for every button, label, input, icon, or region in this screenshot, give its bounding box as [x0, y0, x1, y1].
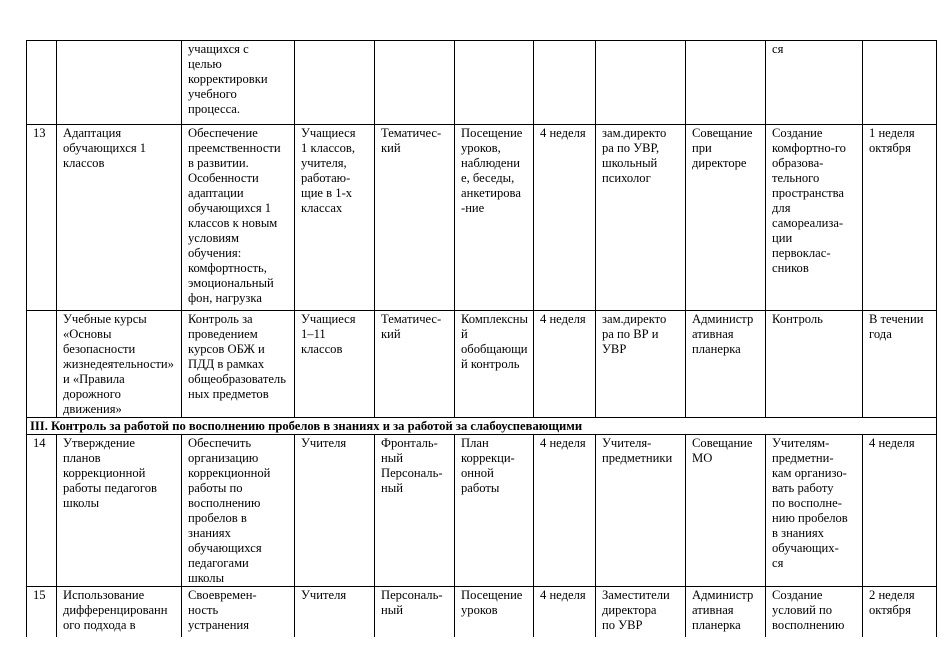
- cell-control-type: Фронталь- ный Персональ- ный: [375, 435, 455, 587]
- cell-topic: Использование дифференцированн ого подхода в: [57, 587, 182, 637]
- cell-participants: Учащиеся 1 классов, учителя, работаю- щие в 1-х классах: [295, 125, 375, 311]
- cell-review-form: [686, 41, 766, 125]
- cell-method: Посещение уроков, наблюдени е, беседы, анкетирова -ние: [455, 125, 534, 311]
- cell-responsible: зам.директо ра по УВР, школьный психолог: [596, 125, 686, 311]
- cell-topic: Адаптация обучающихся 1 классов: [57, 125, 182, 311]
- cell-review-form: Совещание при директоре: [686, 125, 766, 311]
- cell-due-date: 1 неделя октября: [863, 125, 937, 311]
- cell-goal: учащихся с целью корректировки учебного процесса.: [182, 41, 295, 125]
- cell-responsible: Учителя- предметники: [596, 435, 686, 587]
- cell-participants: [295, 41, 375, 125]
- table-row: [27, 125, 937, 311]
- cell-result: ся: [766, 41, 863, 125]
- cell-control-type: Тематичес- кий: [375, 125, 455, 311]
- cell-deadline: 4 неделя: [534, 587, 596, 637]
- cell-participants: Учащиеся 1–11 классов: [295, 311, 375, 418]
- cell-goal: Обеспечение преемственности в развитии. Особенности адаптации обучающихся 1 классов к новым условиям обучения: комфортность, эмоциональный фон, нагрузка: [182, 125, 295, 311]
- cell-review-form: Совещание МО: [686, 435, 766, 587]
- cell-row-number: 13: [27, 125, 57, 311]
- cell-result: Контроль: [766, 311, 863, 418]
- table-row: [27, 435, 937, 587]
- plan-table: [26, 40, 937, 637]
- cell-control-type: [375, 41, 455, 125]
- table-row: [27, 587, 937, 637]
- cell-control-type: Тематичес- кий: [375, 311, 455, 418]
- table-body: [27, 41, 937, 637]
- cell-topic: [57, 41, 182, 125]
- cell-result: Создание комфортно-го образова- тельного пространства для самореализа- ции первоклас- сников: [766, 125, 863, 311]
- cell-row-number: 14: [27, 435, 57, 587]
- cell-method: План коррекци- онной работы: [455, 435, 534, 587]
- cell-control-type: Персональ- ный: [375, 587, 455, 637]
- section-title: III. Контроль за работой по восполнению пробелов в знаниях и за работой за слабоуспевающими: [27, 418, 937, 435]
- cell-goal: Контроль за проведением курсов ОБЖ и ПДД в рамках общеобразователь ных предметов: [182, 311, 295, 418]
- cell-row-number: [27, 311, 57, 418]
- cell-due-date: 2 неделя октября: [863, 587, 937, 637]
- cell-row-number: [27, 41, 57, 125]
- table-row: [27, 311, 937, 418]
- cell-method: [455, 41, 534, 125]
- cell-responsible: зам.директо ра по ВР и УВР: [596, 311, 686, 418]
- table-row: [27, 41, 937, 125]
- cell-method: Комплексны й обобщающи й контроль: [455, 311, 534, 418]
- cell-result: Создание условий по восполнению: [766, 587, 863, 637]
- cell-deadline: 4 неделя: [534, 435, 596, 587]
- cell-topic: Учебные курсы «Основы безопасности жизнедеятельности» и «Правила дорожного движения»: [57, 311, 182, 418]
- cell-goal: Своевремен- ность устранения: [182, 587, 295, 637]
- cell-due-date: В течении года: [863, 311, 937, 418]
- cell-topic: Утверждение планов коррекционной работы педагогов школы: [57, 435, 182, 587]
- cell-deadline: [534, 41, 596, 125]
- cell-participants: Учителя: [295, 435, 375, 587]
- cell-review-form: Администр ативная планерка: [686, 587, 766, 637]
- section-header-row: [27, 418, 937, 435]
- cell-goal: Обеспечить организацию коррекционной работы по восполнению пробелов в знаниях обучающихся педагогами школы: [182, 435, 295, 587]
- cell-participants: Учителя: [295, 587, 375, 637]
- cell-review-form: Администр ативная планерка: [686, 311, 766, 418]
- cell-due-date: [863, 41, 937, 125]
- cell-method: Посещение уроков: [455, 587, 534, 637]
- cell-result: Учителям- предметни- кам организо- вать работу по восполне- нию пробелов в знаниях обучающих- ся: [766, 435, 863, 587]
- cell-row-number: 15: [27, 587, 57, 637]
- cell-responsible: Заместители директора по УВР: [596, 587, 686, 637]
- cell-deadline: 4 неделя: [534, 311, 596, 418]
- cell-deadline: 4 неделя: [534, 125, 596, 311]
- cell-due-date: 4 неделя: [863, 435, 937, 587]
- cell-responsible: [596, 41, 686, 125]
